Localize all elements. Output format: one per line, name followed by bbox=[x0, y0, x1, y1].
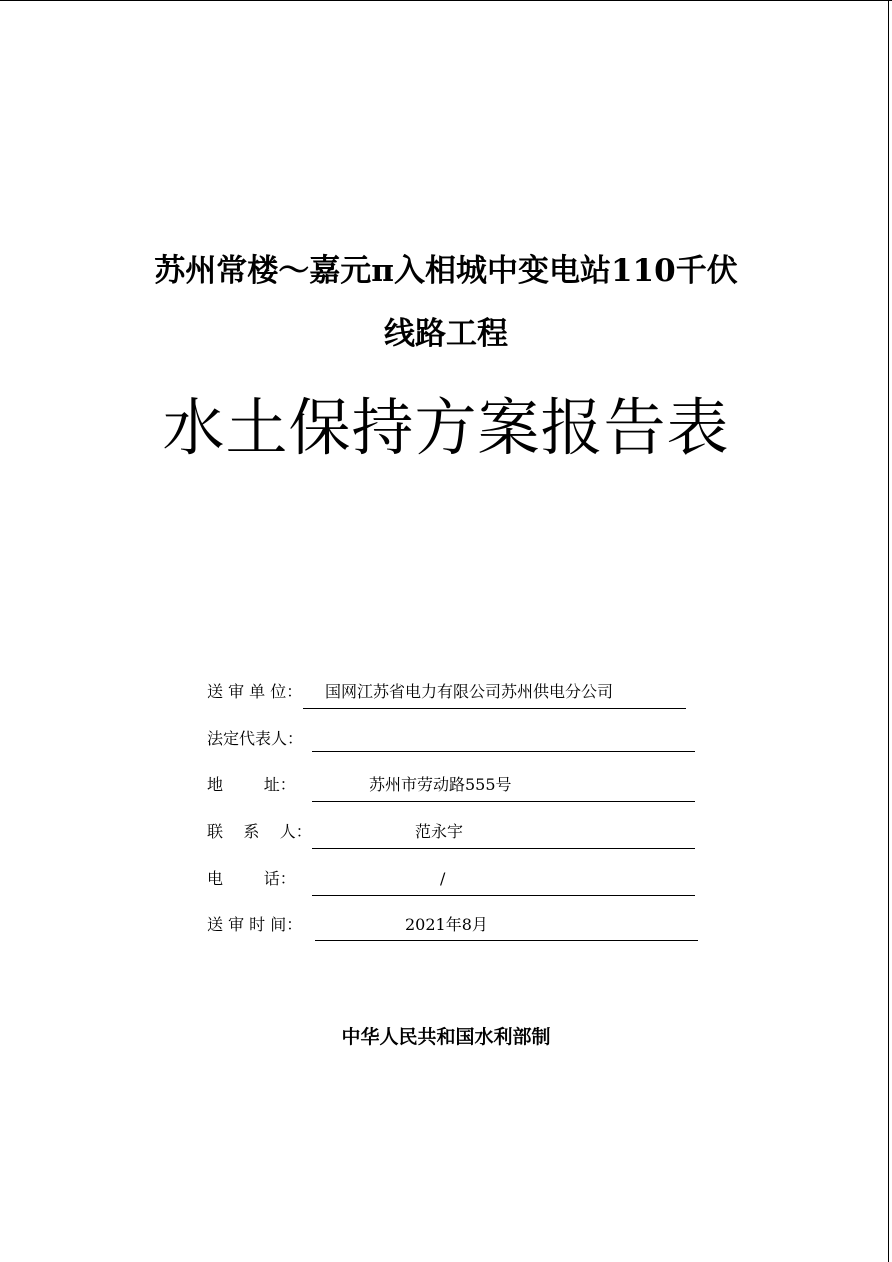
field-address-underline bbox=[312, 801, 695, 802]
field-submitter-label: 送 审 单 位： bbox=[207, 682, 303, 701]
field-address-value: 苏州市劳动路555号 bbox=[369, 775, 512, 794]
field-contact-value: 范永宇 bbox=[415, 822, 464, 841]
field-submitter-underline bbox=[303, 708, 686, 709]
field-legal-rep-underline bbox=[312, 751, 695, 752]
issuer-footer: 中华人民共和国水利部制 bbox=[341, 1026, 551, 1048]
field-address-label: 地 址： bbox=[207, 775, 296, 794]
project-title-line2: 线路工程 bbox=[384, 316, 508, 352]
report-type-title: 水土保持方案报告表 bbox=[162, 391, 730, 464]
field-phone-underline bbox=[312, 895, 695, 896]
field-date-value: 2021年8月 bbox=[405, 915, 488, 934]
field-phone-value: / bbox=[440, 869, 446, 888]
field-date-underline bbox=[315, 940, 698, 941]
right-border bbox=[888, 0, 889, 1262]
project-title-line1: 苏州常楼～嘉元π入相城中变电站110千伏 bbox=[154, 253, 738, 289]
field-legal-rep-label: 法定代表人： bbox=[207, 729, 304, 748]
top-border bbox=[0, 0, 892, 1]
field-submitter-value: 国网江苏省电力有限公司苏州供电分公司 bbox=[325, 682, 614, 701]
field-date-label: 送 审 时 间： bbox=[207, 915, 303, 934]
field-contact-label: 联 系 人： bbox=[207, 822, 312, 841]
field-phone-label: 电 话： bbox=[207, 869, 296, 888]
field-contact-underline bbox=[312, 848, 695, 849]
